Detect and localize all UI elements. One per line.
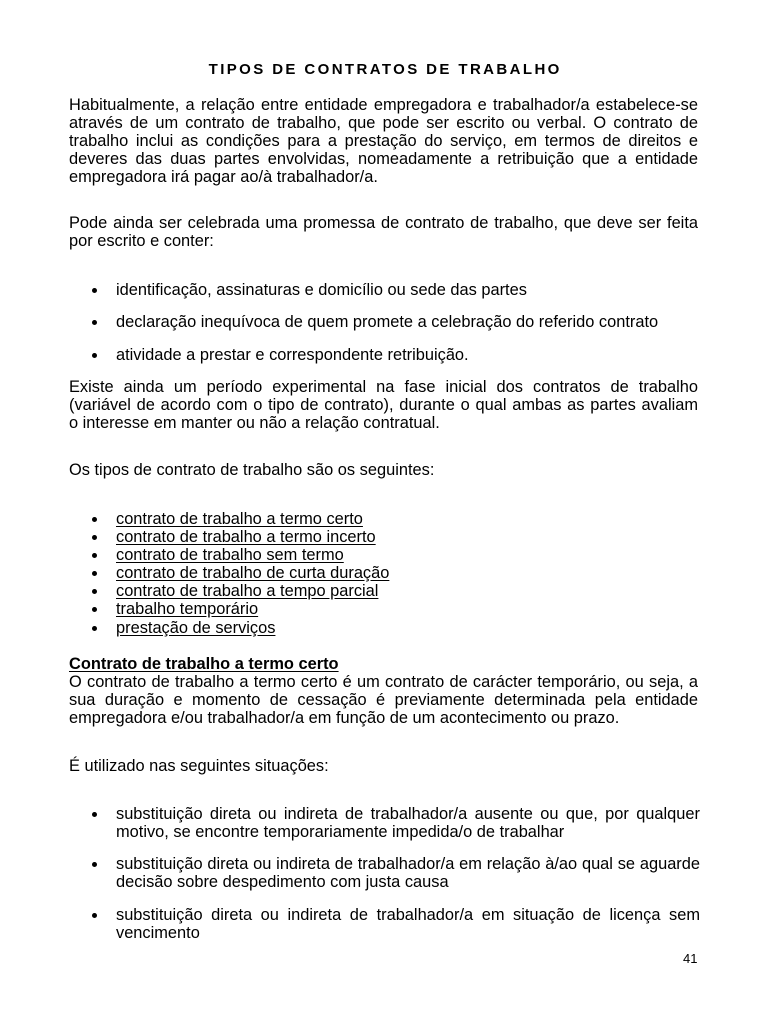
- list-item-contract-type: [69, 619, 700, 637]
- promise-paragraph: [69, 214, 698, 250]
- document-title: TIPOS DE CONTRATOS DE TRABALHO: [208, 61, 562, 78]
- page-number: 41: [683, 951, 698, 966]
- paragraph-line: por escrito e conter:: [69, 232, 214, 250]
- paragraph-line: Existe ainda um período experimental na fase inicial dos contratos de trabalho: [69, 378, 698, 396]
- bullet-icon: [92, 913, 97, 918]
- contract-type-link[interactable]: contrato de trabalho a termo certo: [116, 510, 363, 528]
- list-item: [69, 313, 700, 331]
- contract-type-link[interactable]: prestação de serviços: [116, 619, 276, 637]
- bullet-icon: [92, 320, 97, 325]
- bullet-icon: [92, 589, 97, 594]
- contract-type-link[interactable]: trabalho temporário: [116, 600, 259, 618]
- list-item: [69, 906, 700, 942]
- paragraph-line: Pode ainda ser celebrada uma promessa de contrato de trabalho, que deve ser feita: [69, 214, 698, 232]
- paragraph-line: (variável de acordo com o tipo de contrato), durante o qual ambas as partes avaliam: [69, 396, 698, 414]
- list-item: [69, 346, 700, 364]
- types-intro-paragraph: [69, 461, 698, 479]
- list-item-contract-type: [69, 510, 700, 528]
- list-item-contract-type: [69, 600, 700, 618]
- list-item-line: substituição direta ou indireta de trabalhador/a em relação à/ao qual se aguarde: [116, 855, 700, 873]
- paragraph-line: o interesse em manter ou não a relação contratual.: [69, 414, 440, 432]
- bullet-icon: [92, 862, 97, 867]
- trial-period-paragraph: [69, 378, 698, 432]
- bullet-icon: [92, 553, 97, 558]
- list-item-contract-type: [69, 546, 700, 564]
- list-item-text: [116, 855, 700, 891]
- list-item-contract-type: [69, 528, 700, 546]
- usage-intro-paragraph: [69, 757, 698, 775]
- list-item-text: identificação, assinaturas e domicílio ou sede das partes: [116, 281, 527, 299]
- paragraph-line: empregadora e/ou trabalhador/a em função de um acontecimento ou prazo.: [69, 709, 620, 727]
- section-termo-certo: [69, 655, 698, 727]
- list-item: [69, 281, 700, 299]
- paragraph-line: Os tipos de contrato de trabalho são os seguintes:: [69, 461, 435, 479]
- list-item-text: [116, 906, 700, 942]
- list-item-line: motivo, se encontre temporariamente impedida/o de trabalhar: [116, 823, 565, 841]
- section-heading: [69, 655, 698, 673]
- list-item: [69, 855, 700, 891]
- paragraph-line: É utilizado nas seguintes situações:: [69, 757, 329, 775]
- paragraph-line: O contrato de trabalho a termo certo é um contrato de carácter temporário, ou seja, a: [69, 673, 698, 691]
- bullet-icon: [92, 626, 97, 631]
- paragraph-line: sua duração e momento de cessação é previamente determinada pela entidade: [69, 691, 698, 709]
- list-item-line: decisão sobre despedimento com justa causa: [116, 873, 449, 891]
- contract-type-link[interactable]: contrato de trabalho sem termo: [116, 546, 344, 564]
- list-item: [69, 805, 700, 841]
- paragraph-line: trabalho inclui as condições para a prestação do serviço, em termos de direitos e: [69, 132, 698, 150]
- bullet-icon: [92, 517, 97, 522]
- paragraph-line: empregadora irá pagar ao/à trabalhador/a.: [69, 168, 378, 186]
- paragraph-line: através de um contrato de trabalho, que pode ser escrito ou verbal. O contrato de: [69, 114, 698, 132]
- list-item-text: atividade a prestar e correspondente retribuição.: [116, 346, 469, 364]
- contract-type-link[interactable]: contrato de trabalho a tempo parcial: [116, 582, 379, 600]
- list-item-contract-type: [69, 582, 700, 600]
- bullet-icon: [92, 571, 97, 576]
- list-item-text: [116, 805, 700, 841]
- bullet-icon: [92, 353, 97, 358]
- bullet-icon: [92, 812, 97, 817]
- paragraph-line: Habitualmente, a relação entre entidade empregadora e trabalhador/a estabelece-se: [69, 96, 698, 114]
- contract-type-link[interactable]: contrato de trabalho de curta duração: [116, 564, 390, 582]
- contract-type-link[interactable]: contrato de trabalho a termo incerto: [116, 528, 376, 546]
- paragraph-line: deveres das duas partes envolvidas, nomeadamente a retribuição que a entidade: [69, 150, 698, 168]
- list-item-contract-type: [69, 564, 700, 582]
- list-item-line: vencimento: [116, 924, 200, 942]
- list-item-line: substituição direta ou indireta de trabalhador/a em situação de licença sem: [116, 906, 700, 924]
- intro-paragraph: [69, 96, 698, 186]
- list-item-text: declaração inequívoca de quem promete a celebração do referido contrato: [116, 313, 659, 331]
- section-heading-text: Contrato de trabalho a termo certo: [69, 655, 339, 673]
- bullet-icon: [92, 288, 97, 293]
- bullet-icon: [92, 607, 97, 612]
- list-item-line: substituição direta ou indireta de trabalhador/a ausente ou que, por qualquer: [116, 805, 700, 823]
- bullet-icon: [92, 535, 97, 540]
